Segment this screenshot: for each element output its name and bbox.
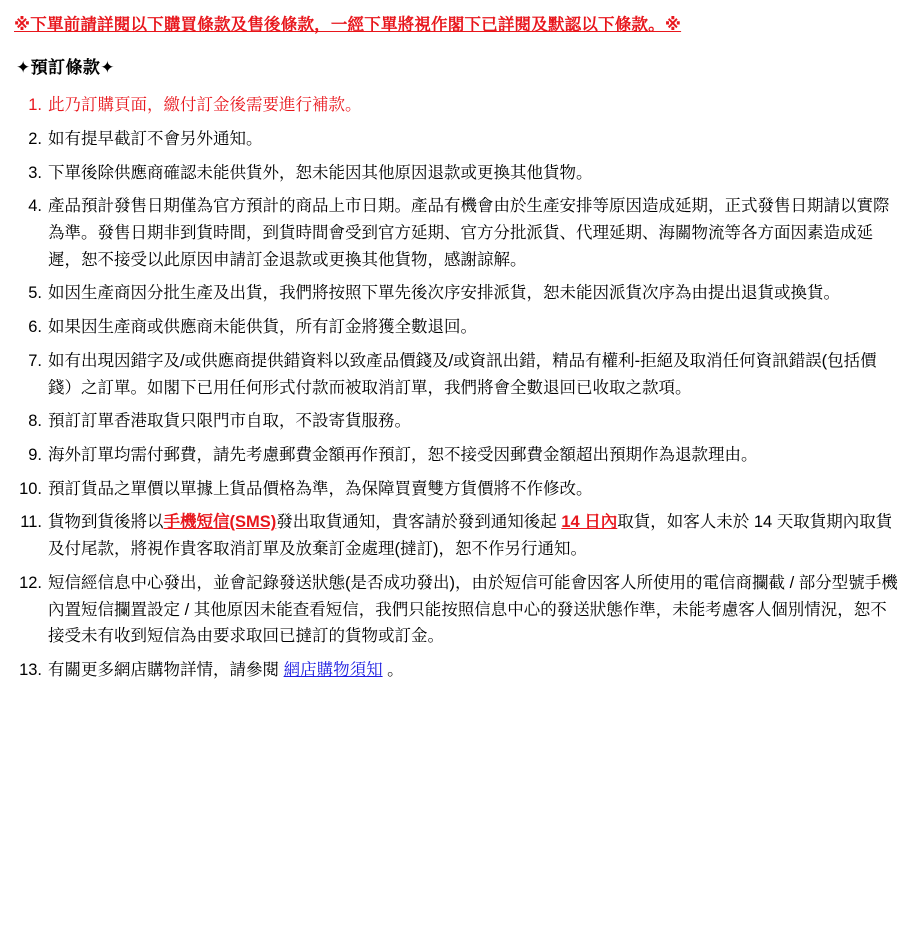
shopping-notice-link[interactable]: 網店購物須知 — [283, 661, 383, 680]
term-text — [48, 513, 892, 558]
term-number: 12. — [19, 573, 42, 592]
term-number: 5. — [28, 284, 42, 303]
term-text: 海外訂單均需付郵費，請先考慮郵費金額再作預訂，恕不接受因郵費金額超出預期作為退款理由。 — [48, 446, 758, 464]
term-item — [14, 126, 899, 153]
terms-list — [14, 92, 899, 684]
term-text: 預訂訂單香港取貨只限門市自取，不設寄貨服務。 — [48, 412, 411, 431]
page-headline-text: ※下單前請詳閱以下購買條款及售後條款，一經下單將視作閣下已詳閱及默認以下條款。※ — [14, 16, 682, 34]
term-number: 7. — [28, 351, 42, 370]
term-number: 13. — [19, 661, 42, 680]
term-item — [14, 160, 899, 187]
term-item — [14, 280, 899, 307]
term-number: 8. — [28, 412, 42, 431]
term-number: 11. — [20, 513, 42, 532]
term-item — [14, 193, 899, 273]
term-item — [14, 442, 899, 469]
term-text-run: 取貨，如客人未於 14 天取貨期內取貨及付尾款，將視作貴客取消訂單及放棄訂金處理(撻訂)，恕不作另行通知。 — [48, 513, 893, 559]
term-item — [14, 408, 899, 435]
term-text-run: 有關更多網店購物詳情，請參閱 — [48, 661, 284, 680]
term-text — [48, 661, 404, 679]
term-text: 如果因生產商或供應商未能供貨，所有訂金將獲全數退回。 — [48, 318, 477, 337]
term-highlight: 14 日內 — [561, 513, 618, 532]
term-text-run: 。 — [382, 661, 404, 680]
term-item — [14, 314, 899, 341]
page-headline — [14, 14, 899, 37]
term-text: 下單後除供應商確認未能供貨外，恕未能因其他原因退款或更換其他貨物。 — [48, 163, 593, 182]
term-item — [14, 509, 899, 562]
term-number: 1. — [28, 96, 42, 115]
term-item — [14, 92, 899, 119]
term-text: 產品預計發售日期僅為官方預計的商品上市日期。產品有機會由於生產安排等原因造成延期，正式發售日期請以實際為準。發售日期非到貨時間，到貨時間會受到官方延期、官方分批派貨、代理延期、海關物流等各方面因素造成延遲，恕不接受以此原因申請訂金退款或更換其他貨物，感謝諒解。 — [48, 197, 890, 269]
term-number: 6. — [28, 318, 42, 337]
term-item — [14, 657, 899, 684]
term-highlight: 手機短信(SMS) — [163, 513, 277, 532]
term-text: 此乃訂購頁面，繳付訂金後需要進行補款。 — [48, 96, 362, 115]
term-text: 預訂貨品之單價以單據上貨品價格為準，為保障買賣雙方貨價將不作修改。 — [48, 479, 593, 498]
term-text-run: 貨物到貨後將以 — [48, 513, 164, 532]
term-item — [14, 570, 899, 650]
section-title: ✦預訂條款✦ — [16, 58, 115, 78]
term-number: 2. — [28, 129, 42, 148]
term-text-run: 發出取貨通知，貴客請於發到通知後起 — [276, 513, 562, 532]
term-text: 短信經信息中心發出，並會記錄發送狀態(是否成功發出)，由於短信可能會因客人所使用的電信商攔截 / 部分型號手機內置短信攔置設定 / 其他原因未能查看短信，我們只能按照信息中心的發送狀態作準，未能考慮客人個別情況，恕不接受未有收到短信為由要求取回已撻訂的貨物或訂金。 — [48, 573, 898, 646]
term-item — [14, 348, 899, 401]
term-number: 3. — [28, 163, 42, 182]
term-number: 4. — [28, 197, 42, 216]
term-text: 如因生產商因分批生產及出貨，我們將按照下單先後次序安排派貨，恕未能因派貨次序為由提出退貨或換貨。 — [48, 284, 840, 303]
term-text: 如有出現因錯字及/或供應商提供錯資料以致產品價錢及/或資訊出錯，精品有權利-拒絕及取消任何資訊錯誤(包括價錢）之訂單。如閣下已用任何形式付款而被取消訂單，我們將會全數退回已收取之款項。 — [48, 351, 877, 397]
term-number: 9. — [28, 446, 42, 464]
term-item — [14, 476, 899, 503]
term-text: 如有提早截訂不會另外通知。 — [48, 129, 263, 148]
term-number: 10. — [19, 479, 42, 498]
